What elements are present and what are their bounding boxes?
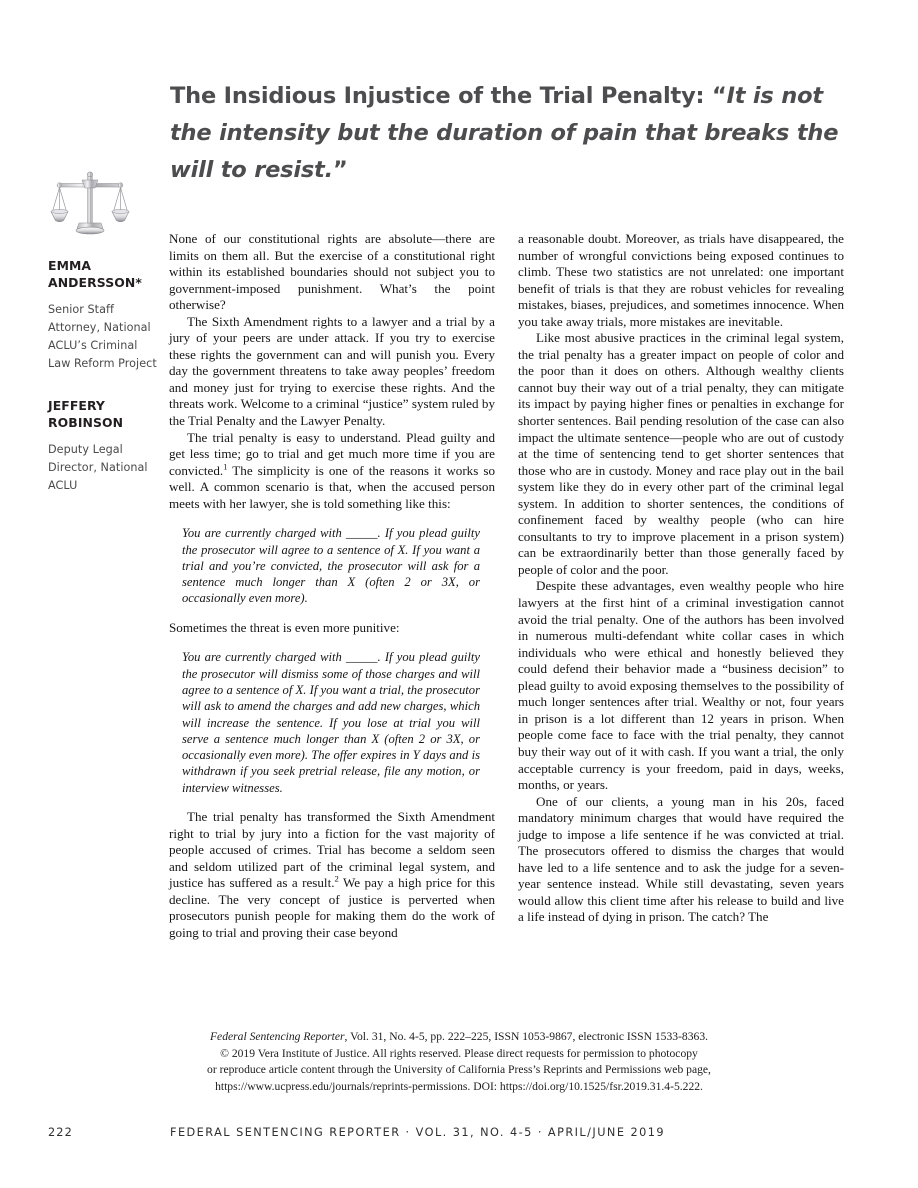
author-block-1 (48, 258, 160, 373)
author-affiliation: Senior Staff Attorney, National ACLU’s Criminal Law Reform Project (48, 303, 157, 370)
scales-of-justice-icon (50, 170, 130, 236)
body-paragraph (169, 809, 495, 941)
body-paragraph: None of our constitutional rights are absolute—there are limits on them all. But the exercise of a constitutional right within its established boundaries should not subject you to government-imposed punishment. What’s the point otherwise? (169, 231, 495, 313)
block-quote: You are currently charged with _____. If you plead guilty the prosecutor will agree to a sentence of X. If you want a trial and you’re convicted, the prosecutor will ask for a sentence much longer than X (often 2 or 3X, or occasionally even more). (182, 526, 480, 606)
body-paragraph (169, 430, 495, 513)
citation-line-1 (100, 1029, 818, 1046)
body-paragraph: The Sixth Amendment rights to a lawyer and a trial by a jury of your peers are under attack. If you try to exercise these rights the government can and will punish you. Every day the government threatens to take away peoples’ freedom and money just for trying to exercise these rights. And the threats work. Welcome to a criminal “justice” system ruled by the Trial Penalty and the Lawyer Penalty. (169, 313, 495, 429)
author-name: JEFFERY ROBINSON (48, 398, 124, 430)
running-head: FEDERAL SENTENCING REPORTER · VOL. 31, NO. 4-5 · APRIL/JUNE 2019 (170, 1126, 666, 1139)
paragraph-text: The trial penalty is easy to understand. Plead guilty and get less time; go to trial and get much more time if you are convicted. (169, 429, 495, 478)
body-paragraph: Despite these advantages, even wealthy people who hire lawyers at the first hint of a criminal investigation cannot avoid the trial penalty. One of the authors has been involved in numerous multi-defendant white collar cases in which individuals who were ethical and honestly believed they could defend their behavior made a “business decision” to plead guilty to avoid exposing themselves to the possibility of much longer sentences after trial. Wealthy or not, four years in prison is a lot different than 12 years in prison. When people come face to face with the trial penalty, they cannot buy their way out of it with cash. If you want a trial, the only acceptable currency is your freedom, paid in days, weeks, months, or years. (518, 578, 844, 793)
title-italic-part: It is not the intensity but the duration of pain that breaks the will to resist. (170, 83, 839, 184)
author-name: EMMA ANDERSSON* (48, 258, 142, 290)
body-column-right (518, 231, 844, 926)
citation-line-1-rest: , Vol. 31, No. 4-5, pp. 222–225, ISSN 1053-9867, electronic ISSN 1533-8363. (344, 1030, 709, 1043)
title-plain-lead: The Insidious Injustice of the Trial Penalty: “ (170, 83, 727, 110)
author-sidebar (48, 170, 160, 495)
author-block-2 (48, 398, 160, 495)
paragraph-text: We pay a high price for this decline. The very concept of justice is perverted when prosecutors punish people for making them do the work of going to trial and proving their case beyond (169, 875, 495, 940)
body-paragraph: Sometimes the threat is even more punitive: (169, 619, 400, 635)
citation-line-4: https://www.ucpress.edu/journals/reprints-permissions. DOI: https://doi.org/10.1525/fsr.2019.31.4-5.222. (215, 1079, 703, 1093)
citation-line-2: © 2019 Vera Institute of Justice. All rights reserved. Please direct requests for permission to photocopy (220, 1046, 698, 1060)
body-paragraph: a reasonable doubt. Moreover, as trials have disappeared, the number of wrongful convictions being exposed continues to climb. These two statistics are not unrelated: one important benefit of trials is that they are robust vehicles for revealing mistakes, biases, prejudices, and sometimes innocence. When you take away trials, more mistakes are inevitable. (518, 231, 844, 329)
page-title (170, 78, 840, 189)
citation-line-3: or reproduce article content through the University of California Press’s Reprints and Permissions web page, (207, 1063, 711, 1077)
block-quote: You are currently charged with _____. If you plead guilty the prosecutor will dismiss some of those charges and will agree to a sentence of X. If you want a trial, the prosecutor will ask to amend the charges and add new charges, which will increase the sentence. If you lose at trial you will serve a sentence much longer than X (often 2 or 3X, or occasionally even more). The offer expires in Y days and is withdrawn if you seek pretrial release, file any motion, or interview witnesses. (182, 650, 480, 795)
body-paragraph: Like most abusive practices in the criminal legal system, the trial penalty has a greater impact on people of color and the poor than it does on others. Although wealthy clients cannot buy their way out of a trial penalty, they can mitigate its impact by paying higher fines or penalties in exchange for shorter sentences. Bail pending resolution of the case can also impact the ultimate sentence—people who are out of custody at the time of sentencing tend to get shorter sentences that those who are in custody. Money and race play out in the bail system like they do in every other part of the criminal legal system. In addition to shorter sentences, the conditions of confinement faced by wealthy people (who can hire consultants to try to improve placement in a prison system) can be extraordinarily better than those generally faced by people of color and the poor. (518, 330, 844, 577)
paragraph-text: The trial penalty has transformed the Sixth Amendment right to trial by jury into a fiction for the vast majority of people accused of crimes. Trial has become a seldom seen and seldom utilized part of the criminal legal system, and justice has suffered as a result. (169, 809, 495, 891)
body-column-left (169, 231, 495, 941)
paragraph-text: The simplicity is one of the reasons it works so well. A common scenario is that, when the accused person meets with her lawyer, she is told something like this: (169, 462, 495, 511)
title-plain-tail: ” (332, 157, 348, 184)
page-number: 222 (48, 1126, 73, 1139)
footnote-marker[interactable]: 2 (334, 873, 339, 884)
footnote-marker[interactable]: 1 (223, 461, 228, 472)
journal-name: Federal Sentencing Reporter (209, 1030, 345, 1043)
citation-block (100, 1029, 818, 1095)
author-affiliation: Deputy Legal Director, National ACLU (48, 443, 148, 492)
body-paragraph: One of our clients, a young man in his 20s, faced mandatory minimum charges that would have required the judge to impose a life sentence if he was convicted at trial. The prosecutors offered to dismiss the charges that would have led to a life sentence and to ask the judge for a seven-year sentence instead. While still devastating, seven years would allow this client time after his release to build and live a life instead of dying in prison. The catch? The (518, 793, 844, 925)
